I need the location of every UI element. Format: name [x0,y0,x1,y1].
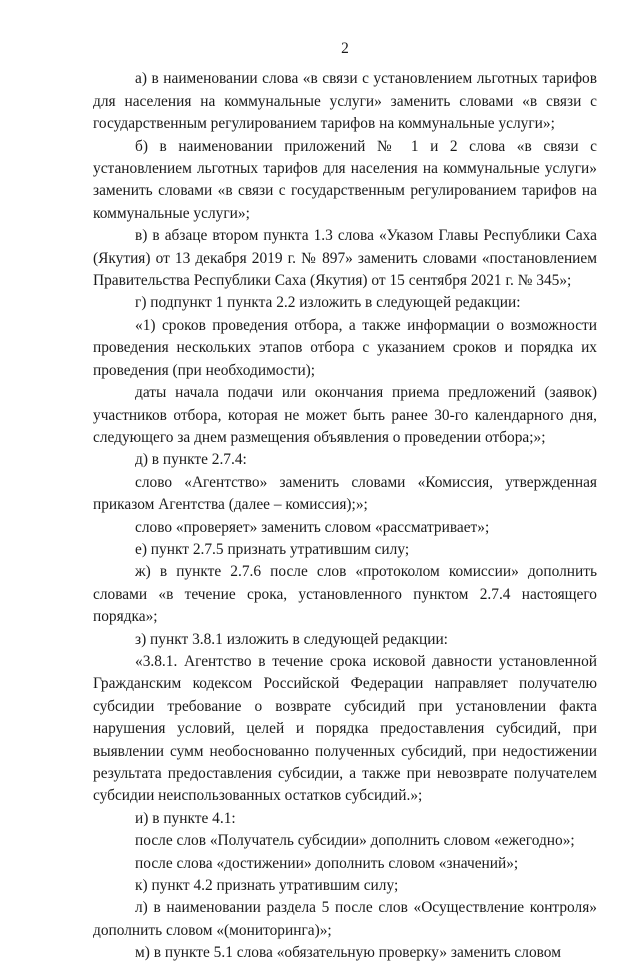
paragraph-z-3-8-1: «3.8.1. Агентство в течение срока исковой давности установленной Гражданским кодексом Российской Федерации направляет получателю субсидии требование о возврате субсидий при установлении факта нарушения условий, целей и порядка предоставления субсидий, при выявлении сумм необоснованно полученных субсидий, при недостижении результата предоставления субсидии, а также при невозврате получателем субсидии неиспользованных остатков субсидий.»; [93,652,597,805]
paragraph-i-values: после слова «достижении» дополнить словом «значений»; [135,854,519,872]
document-body [93,68,597,964]
paragraph-g-item-1: «1) сроков проведения отбора, а также информации о возможности проведения нескольких этапов отбора с указанием сроков и порядка их проведения (при необходимости); [93,316,597,379]
paragraph-a: а) в наименовании слова «в связи с установлением льготных тарифов для населения на коммунальные услуги» заменить словами «в связи с государственным регулированием тарифов на коммунальные услуги»; [93,70,597,133]
paragraph-v: в) в абзаце втором пункта 1.3 слова «Указом Главы Республики Саха (Якутия) от 13 декабря 2019 г. № 897» заменить словами «постановлением Правительства Республики Саха (Якутия) от 15 сентября 2021 г. № 345»; [93,227,597,290]
paragraph-b: б) в наименовании приложений № 1 и 2 слова «в связи с установлением льготных тарифов для населения на коммунальные услуги» заменить словами «в связи с государственным регулированием тарифов на коммунальные услуги»; [93,137,597,222]
paragraph-e: е) пункт 2.7.5 признать утратившим силу; [135,540,410,558]
paragraph-l: л) в наименовании раздела 5 после слов «Осуществление контроля» дополнить словом «(мониторинга)»; [93,899,597,939]
paragraph-m: м) в пункте 5.1 слова «обязательную проверку» заменить словом [135,944,561,962]
paragraph-zh: ж) в пункте 2.7.6 после слов «протоколом комиссии» дополнить словами «в течение срока, установленного пунктом 2.7.4 настоящего порядка»; [93,563,597,626]
paragraph-i-annually: после слов «Получатель субсидии» дополнить словом «ежегодно»; [135,832,575,850]
paragraph-z: з) пункт 3.8.1 изложить в следующей редакции: [135,630,448,648]
paragraph-d-checks: слово «проверяет» заменить словом «рассматривает»; [135,518,490,536]
paragraph-i: и) в пункте 4.1: [135,809,236,827]
paragraph-g-dates: даты начала подачи или окончания приема предложений (заявок) участников отбора, которая не может быть ранее 30-го календарного дня, следующего за днем размещения объявления о проведении отбора;»; [93,384,597,446]
paragraph-k: к) пункт 4.2 признать утратившим силу; [135,877,399,895]
page-number: 2 [341,40,349,57]
paragraph-d-agency: слово «Агентство» заменить словами «Комиссия, утвержденная приказом Агентства (далее – комиссия);»; [93,473,597,514]
document-page [93,38,597,965]
paragraph-d: д) в пункте 2.7.4: [135,451,247,469]
paragraph-g: г) подпункт 1 пункта 2.2 изложить в следующей редакции: [135,294,521,312]
